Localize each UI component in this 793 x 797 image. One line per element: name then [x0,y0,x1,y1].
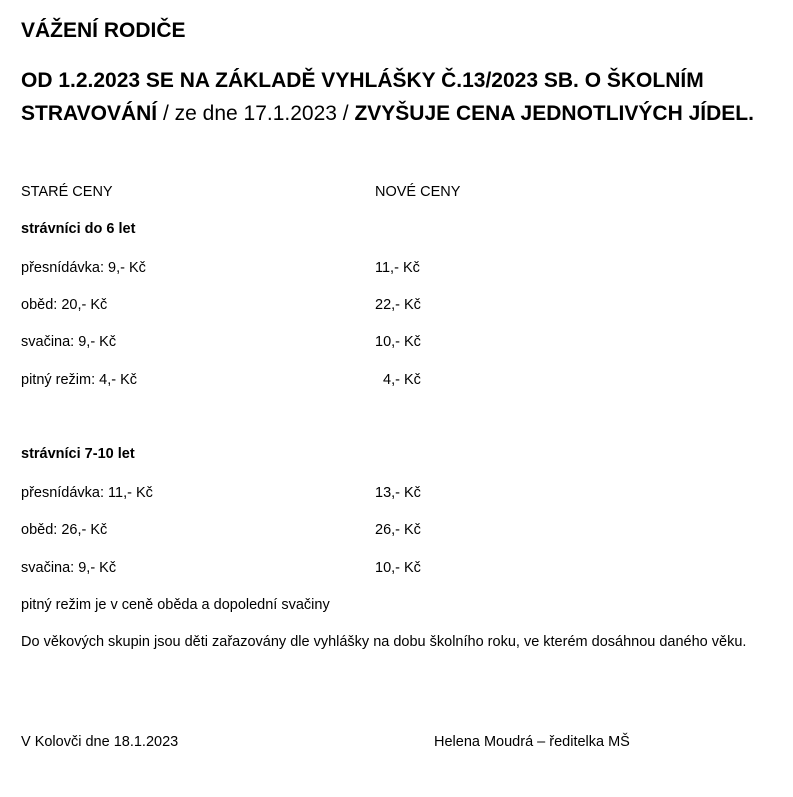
group-1-row-1-new: 11,- Kč [375,260,420,276]
group-2-row-1-old: přesnídávka: 11,- Kč [21,485,153,501]
group-1-title: strávníci do 6 let [21,221,136,237]
age-groups-paragraph: Do věkových skupin jsou děti zařazovány dle vyhlášky na dobu školního roku, ve kterém dosáhnou daného věku. [21,634,747,650]
group-2-row-2-old: oběd: 26,- Kč [21,522,108,538]
group-1-row-2-old: oběd: 20,- Kč [21,297,108,313]
headline-part-2: / ze dne 17.1.2023 / [157,102,355,125]
place-and-date: V Kolovči dne 18.1.2023 [21,734,179,750]
group-1-row-4-old: pitný režim: 4,- Kč [21,372,138,388]
group-2-row-1-new: 13,- Kč [375,485,421,501]
group-1-row-2-new: 22,- Kč [375,297,421,313]
drinking-regime-note: pitný režim je v ceně oběda a dopolední svačiny [21,597,330,613]
group-1-row-3-new: 10,- Kč [375,334,421,350]
group-2-title: strávníci 7-10 let [21,446,135,462]
headline-part-1: OD 1.2.2023 SE NA ZÁKLADĚ VYHLÁŠKY Č.13/2023 SB. O ŠKOLNÍM STRAVOVÁNÍ [21,69,704,125]
headline-part-3: ZVYŠUJE CENA JEDNOTLIVÝCH JÍDEL. [354,102,754,125]
signature: Helena Moudrá – ředitelka MŠ [434,734,630,750]
greeting-heading: VÁŽENÍ RODIČE [21,19,186,42]
group-1-row-3-old: svačina: 9,- Kč [21,334,117,350]
announcement-headline [21,64,781,130]
group-1-row-1-old: přesnídávka: 9,- Kč [21,260,146,276]
group-2-row-3-new: 10,- Kč [375,560,421,576]
group-2-row-3-old: svačina: 9,- Kč [21,560,117,576]
old-prices-header: STARÉ CENY [21,184,113,200]
group-1-row-4-new: 4,- Kč [383,372,421,388]
group-2-row-2-new: 26,- Kč [375,522,421,538]
new-prices-header: NOVÉ CENY [375,184,461,200]
